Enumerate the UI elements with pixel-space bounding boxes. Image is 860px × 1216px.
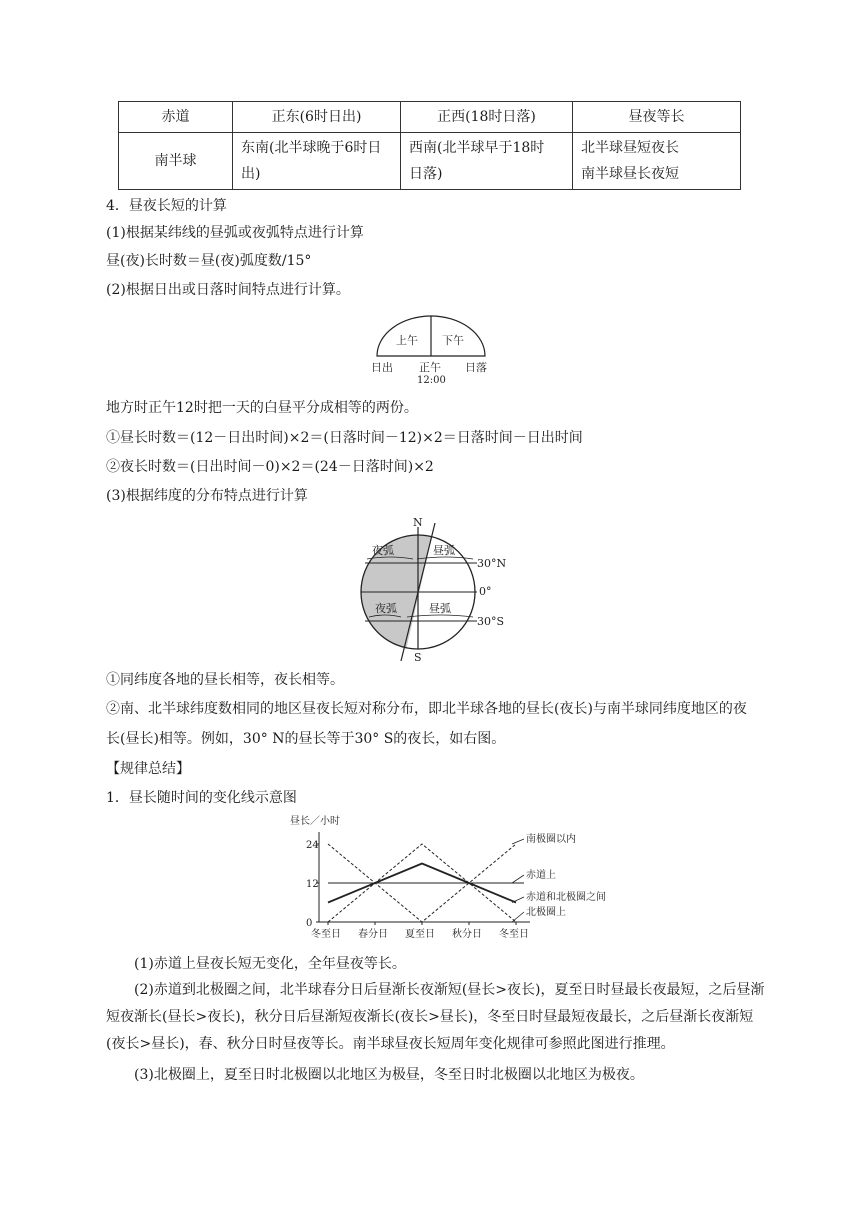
formula-day-length: ①昼长时数＝(12－日出时间)×2＝(日落时间－12)×2＝日落时间－日出时间 (106, 430, 583, 446)
table-cell: 昼夜等长 (573, 102, 741, 133)
series-leader (512, 875, 524, 883)
conclusion-2-line2: 长(昼长)相等。例如，30° N的昼长等于30° S的夜长，如右图。 (106, 731, 506, 747)
table-row (119, 133, 741, 190)
table-cell (401, 133, 573, 190)
summary-paragraph-1: (1)赤道上昼夜长短无变化，全年昼夜等长。 (134, 956, 406, 972)
x-tick-label: 冬至日 (499, 929, 529, 940)
table-cell (573, 133, 741, 190)
conclusion-1: ①同纬度各地的昼长相等，夜长相等。 (106, 672, 344, 688)
x-tick-label: 夏至日 (405, 929, 435, 940)
x-tick-label: 秋分日 (452, 929, 482, 940)
series-leader (512, 912, 524, 922)
table-cell (233, 133, 401, 190)
subsection-1: (1)根据某纬线的昼弧或夜弧特点进行计算 (106, 225, 364, 241)
night-arc-top-label: 夜弧 (372, 544, 394, 557)
sunrise-sunset-diagram (365, 308, 495, 388)
cell-line: 日落) (409, 166, 443, 182)
day-length-chart (280, 810, 630, 945)
y-tick-label: 12 (306, 879, 319, 890)
summary-item-1: 1．昼长随时间的变化线示意图 (106, 790, 297, 806)
section-heading: 4．昼夜长短的计算 (106, 198, 227, 214)
cell-line: 东南(北半球晚于6时日 (241, 140, 382, 156)
subsection-3: (3)根据纬度的分布特点进行计算 (106, 488, 308, 504)
paragraph-noon: 地方时正午12时把一天的白昼平分成相等的两份。 (106, 400, 418, 416)
day-night-table (118, 101, 741, 190)
sunset-label: 日落 (465, 361, 487, 374)
series-label: 赤道和北极圈之间 (526, 892, 606, 903)
table-cell: 正东(6时日出) (233, 102, 401, 133)
conclusion-2-line1: ②南、北半球纬度数相同的地区昼夜长短对称分布，即北半球各地的昼长(夜长)与南半球同纬度地区的夜 (106, 701, 747, 717)
north-label: N (413, 516, 423, 529)
table-cell: 赤道 (119, 102, 233, 133)
cell-line: 北半球昼短夜长 (581, 140, 679, 156)
noon-label: 正午 (419, 361, 441, 374)
formula-night-length: ②夜长时数＝(日出时间－0)×2＝(24－日落时间)×2 (106, 459, 434, 475)
sunrise-label: 日出 (371, 361, 393, 374)
am-label: 上午 (396, 334, 418, 347)
table-cell: 南半球 (119, 133, 233, 190)
lat-30n-label: 30°N (477, 557, 507, 570)
day-arc-top-label: 昼弧 (433, 544, 455, 557)
day-arc-bot-label: 昼弧 (429, 602, 451, 615)
lat-30s-label: 30°S (477, 615, 505, 628)
summary-paragraph-3: (3)北极圈上，夏至日时北极圈以北地区为极昼，冬至日时北极圈以北地区为极夜。 (134, 1067, 644, 1083)
series-label: 赤道上 (526, 870, 556, 881)
series-label: 北极圈上 (526, 907, 566, 918)
formula-1: 昼(夜)长时数＝昼(夜)弧度数/15° (106, 253, 312, 269)
lat-0-label: 0° (479, 585, 492, 598)
cell-line: 出) (241, 166, 261, 182)
y-tick-label: 0 (306, 918, 313, 929)
x-tick-label: 冬至日 (311, 929, 341, 940)
summary-paragraph-2: (2)赤道到北极圈之间，北半球春分日后昼渐长夜渐短(昼长>夜长)，夏至日时昼最长夜最短，之后昼渐短夜渐长(昼长>夜长)，秋分日后昼渐短夜渐长(夜长>昼长)，冬至日时昼最短夜最长，之后昼渐长夜渐短(夜长>昼长)，春、秋分日时昼夜等长。南半球昼夜长短周年变化规律可参照此图进行推理。 (106, 982, 765, 1052)
series-leader (512, 897, 524, 903)
night-arc-bot-label: 夜弧 (375, 602, 397, 615)
cell-line: 西南(北半球早于18时 (409, 140, 545, 156)
south-label: S (414, 651, 422, 664)
x-tick-label: 春分日 (358, 929, 388, 940)
cell-line: 南半球昼长夜短 (581, 166, 679, 182)
globe-diagram (355, 515, 515, 663)
y-tick-label: 24 (306, 840, 319, 851)
series-leader (512, 839, 524, 844)
pm-label: 下午 (442, 334, 464, 347)
summary-heading: 【规律总结】 (106, 761, 190, 777)
subsection-2: (2)根据日出或日落时间特点进行计算。 (106, 282, 350, 298)
table-cell: 正西(18时日落) (401, 102, 573, 133)
series-label: 南极圈以内 (526, 834, 576, 845)
table-row (119, 102, 741, 133)
y-axis-label: 昼长／小时 (290, 816, 340, 827)
noon-time-label: 12:00 (417, 375, 446, 386)
